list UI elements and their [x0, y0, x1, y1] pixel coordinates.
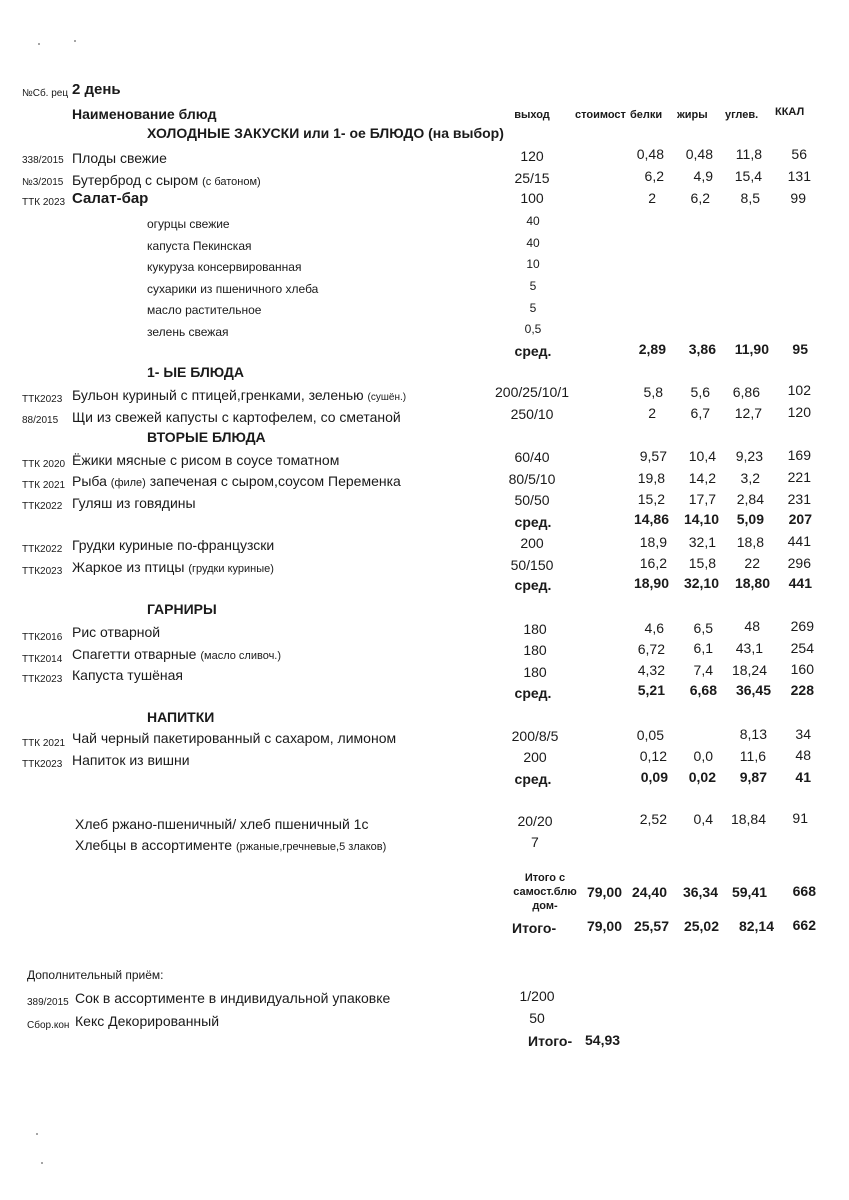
row-code: ТТК 2021	[22, 738, 66, 749]
dish-kcal: 131	[787, 168, 811, 184]
salad-item-output: 5	[529, 301, 537, 315]
dish-output: 25/15	[514, 170, 550, 186]
dish-protein: 0,12	[639, 748, 667, 764]
avg-carbs: 18,80	[734, 575, 770, 591]
avg-label: сред.	[514, 771, 552, 787]
total-carbs: 82,14	[738, 918, 774, 934]
avg-protein: 14,86	[633, 511, 669, 527]
avg-protein: 2,89	[638, 341, 666, 357]
salad-item-output: 10	[526, 257, 540, 271]
dish-kcal: 231	[787, 491, 811, 507]
salad-item-output: 5	[529, 279, 537, 293]
dish-kcal: 160	[790, 661, 814, 677]
salad-item: капуста Пекинская	[147, 239, 252, 253]
dish-protein: 0,48	[636, 146, 664, 162]
total-carbs: 59,41	[731, 884, 767, 900]
avg-protein: 0,09	[640, 769, 668, 785]
dish-output: 180	[523, 621, 547, 637]
dish-fat: 15,8	[688, 555, 716, 571]
row-code: ТТК2023	[22, 566, 63, 577]
avg-carbs: 11,90	[734, 341, 769, 357]
avg-protein: 5,21	[637, 682, 665, 698]
dish-carbs: 48	[744, 618, 760, 634]
row-code: №3/2015	[22, 177, 64, 188]
extra-title: Дополнительный приём:	[27, 968, 164, 982]
dish-protein: 0,05	[636, 727, 664, 743]
dish-protein: 2	[648, 190, 656, 206]
dish-name: Сок в ассортименте в индивидуальной упаковке	[75, 990, 391, 1006]
dish-note: (филе)	[110, 477, 146, 489]
dish-name-text: запеченая с сыром,соусом Переменка	[149, 473, 401, 489]
dish-output: 50/150	[510, 557, 554, 573]
dish-protein: 6,2	[644, 168, 664, 184]
dish-output: 50/50	[514, 492, 550, 508]
salad-item: кукуруза консервированная	[147, 260, 302, 274]
dish-note: (масло сливоч.)	[200, 650, 282, 662]
dish-carbs: 18,24	[731, 662, 767, 678]
dish-output: 250/10	[510, 406, 554, 422]
dish-kcal: 221	[787, 469, 811, 485]
dish-note: (сушён.)	[367, 392, 407, 403]
dish-fat: 10,4	[688, 448, 716, 464]
row-code: ТТК 2021	[22, 480, 66, 491]
row-code: ТТК2023	[22, 674, 63, 685]
day-title: 2 день	[72, 81, 121, 98]
avg-kcal: 441	[788, 575, 812, 591]
row-code: ТТК2016	[22, 632, 63, 643]
row-code: 338/2015	[22, 155, 64, 166]
label-line: Итого с	[524, 872, 566, 884]
dish-carbs: 3,2	[740, 470, 760, 486]
dish-kcal: 102	[787, 382, 811, 398]
dish-name: Кекс Декорированный	[75, 1013, 220, 1029]
section-second: ВТОРЫЕ БЛЮДА	[147, 429, 266, 445]
dish-fat: 6,5	[693, 620, 713, 636]
dish-name-text: Бутерброд с сыром	[72, 172, 199, 188]
dish-fat: 4,9	[693, 168, 713, 184]
dish-protein: 2,52	[639, 811, 667, 827]
row-code: ТТК 2020	[22, 459, 66, 470]
dish-kcal: 254	[790, 640, 814, 656]
dish-carbs: 15,4	[734, 168, 762, 184]
dish-name	[72, 387, 406, 406]
avg-label: сред.	[514, 343, 552, 359]
total-cost: 79,00	[586, 918, 622, 934]
row-code: ТТК2022	[22, 544, 63, 555]
avg-carbs: 9,87	[739, 769, 767, 785]
dish-output: 100	[520, 190, 544, 206]
dish-protein: 4,6	[644, 620, 664, 636]
dish-kcal: 56	[791, 146, 807, 162]
dish-carbs: 43,1	[735, 640, 763, 656]
salad-item-output: 0,5	[524, 322, 542, 336]
dish-name	[72, 559, 274, 577]
avg-carbs: 5,09	[736, 511, 764, 527]
total-fat: 25,02	[683, 918, 719, 934]
dish-carbs: 9,23	[735, 448, 763, 464]
dish-protein: 15,2	[637, 491, 665, 507]
section-cold: ХОЛОДНЫЕ ЗАКУСКИ или 1- ое БЛЮДО (на выбор)	[147, 125, 504, 141]
salad-item: зелень свежая	[147, 325, 229, 339]
col-kcal: ККАЛ	[775, 106, 805, 118]
recipe-code-header: №Сб. рец	[22, 88, 69, 99]
dish-name: Хлеб ржано-пшеничный/ хлеб пшеничный 1с	[75, 816, 369, 832]
dish-fat: 0,4	[693, 811, 713, 827]
dish-carbs: 8,13	[739, 726, 767, 742]
total-kcal: 668	[792, 883, 816, 899]
dish-output: 50	[529, 1010, 545, 1026]
extra-total-label: Итого-	[528, 1033, 573, 1049]
avg-kcal: 207	[788, 511, 812, 527]
dish-carbs: 18,8	[736, 534, 764, 550]
dish-name	[75, 837, 386, 855]
dish-output: 80/5/10	[508, 471, 556, 487]
dish-fat: 6,2	[690, 190, 710, 206]
col-name: Наименование блюд	[72, 106, 217, 122]
dish-fat: 17,7	[688, 491, 716, 507]
col-cost: стоимост	[575, 109, 626, 121]
dish-name: Плоды свежие	[72, 150, 167, 166]
dish-fat: 7,4	[693, 662, 713, 678]
dish-output: 1/200	[519, 988, 555, 1004]
row-code: ТТК2023	[22, 394, 63, 405]
dish-carbs: 2,84	[736, 491, 764, 507]
total-protein: 25,57	[633, 918, 669, 934]
dish-name: Рис отварной	[72, 624, 161, 640]
dish-output: 200	[520, 535, 544, 551]
col-fat: жиры	[677, 109, 708, 121]
dish-carbs: 18,84	[730, 811, 766, 827]
dish-name: Гуляш из говядины	[72, 495, 196, 511]
dish-kcal: 441	[787, 533, 811, 549]
dish-protein: 4,32	[637, 662, 665, 678]
total-protein: 24,40	[631, 884, 667, 900]
dish-name-text: Рыба	[72, 473, 107, 489]
scan-speck	[74, 40, 76, 42]
salad-item: масло растительное	[147, 303, 262, 317]
avg-label: сред.	[514, 514, 552, 530]
dish-output: 120	[520, 148, 544, 164]
dish-name-text: Спагетти отварные	[72, 646, 197, 662]
salad-item: огурцы свежие	[147, 217, 230, 231]
dish-protein: 2	[648, 405, 656, 421]
dish-kcal: 169	[787, 447, 811, 463]
dish-protein: 6,72	[637, 641, 665, 657]
dish-protein: 19,8	[637, 470, 665, 486]
label-line: дом-	[532, 900, 558, 912]
avg-protein: 18,90	[633, 575, 669, 591]
dish-protein: 16,2	[639, 555, 667, 571]
row-code: ТТК 2023	[22, 197, 66, 208]
dish-note: (ржаные,гречневые,5 злаков)	[235, 841, 387, 853]
col-carbs: углев.	[725, 109, 759, 121]
dish-name-text: Бульон куриный с птицей,гренками, зеленью	[72, 387, 364, 403]
avg-kcal: 228	[790, 682, 814, 698]
avg-kcal: 41	[795, 769, 811, 785]
dish-fat: 5,6	[690, 384, 710, 400]
dish-output: 200/25/10/1	[495, 384, 569, 400]
scan-speck	[41, 1162, 43, 1164]
dish-note: (с батоном)	[202, 176, 261, 188]
label-line: самост.блю	[513, 886, 577, 898]
col-output: выход	[514, 109, 550, 121]
total-kcal: 662	[792, 917, 816, 933]
dish-fat: 0,48	[685, 146, 713, 162]
dish-name: Ёжики мясные с рисом в соусе томатном	[72, 452, 340, 468]
dish-output: 60/40	[514, 449, 550, 465]
dish-name	[72, 172, 261, 190]
salad-item-output: 40	[526, 214, 540, 228]
dish-name-text: Хлебцы в ассортименте	[75, 837, 233, 853]
section-first: 1- ЫЕ БЛЮДА	[147, 364, 244, 380]
dish-fat: 32,1	[688, 534, 716, 550]
section-drinks: НАПИТКИ	[147, 709, 215, 725]
dish-name	[72, 473, 401, 491]
row-code: ТТК2022	[22, 501, 63, 512]
dish-kcal: 269	[790, 618, 814, 634]
dish-fat: 0,0	[693, 748, 713, 764]
row-code: ТТК2014	[22, 654, 63, 665]
dish-name: Грудки куриные по-французски	[72, 537, 275, 553]
salad-item-output: 40	[526, 236, 540, 250]
dish-name	[72, 646, 281, 664]
total-fat: 36,34	[682, 884, 718, 900]
dish-protein: 18,9	[639, 534, 667, 550]
dish-protein: 5,8	[643, 384, 663, 400]
dish-kcal: 99	[790, 190, 806, 206]
dish-kcal: 34	[795, 726, 811, 742]
row-code: 389/2015	[27, 997, 69, 1008]
avg-label: сред.	[514, 577, 552, 593]
dish-carbs: 6,86	[732, 384, 760, 400]
dish-carbs: 11,8	[735, 146, 762, 162]
dish-fat: 6,1	[693, 640, 713, 656]
row-code: 88/2015	[22, 415, 59, 426]
avg-fat: 3,86	[688, 341, 716, 357]
total-cost: 79,00	[586, 884, 622, 900]
dish-carbs: 8,5	[740, 190, 760, 206]
dish-fat: 14,2	[688, 470, 716, 486]
avg-fat: 6,68	[689, 682, 717, 698]
dish-name: Напиток из вишни	[72, 752, 190, 768]
scan-speck	[38, 43, 40, 45]
dish-output: 7	[531, 834, 539, 850]
dish-output: 200/8/5	[511, 728, 559, 744]
row-code: ТТК2023	[22, 759, 63, 770]
extra-total-cost: 54,93	[585, 1032, 621, 1048]
dish-carbs: 22	[744, 555, 760, 571]
dish-kcal: 120	[787, 404, 811, 420]
dish-name: Щи из свежей капусты с картофелем, со сметаной	[72, 409, 401, 425]
dish-name: Салат-бар	[72, 190, 149, 207]
avg-fat: 14,10	[683, 511, 719, 527]
scan-speck	[36, 1133, 38, 1135]
dish-name: Чай черный пакетированный с сахаром, лимоном	[72, 730, 397, 746]
dish-output: 200	[523, 749, 547, 765]
dish-protein: 9,57	[639, 448, 667, 464]
total-selfserve-label	[512, 871, 578, 913]
dish-name-text: Жаркое из птицы	[72, 559, 185, 575]
dish-output: 180	[523, 664, 547, 680]
dish-carbs: 12,7	[734, 405, 762, 421]
avg-fat: 0,02	[688, 769, 716, 785]
dish-output: 180	[523, 642, 547, 658]
dish-output: 20/20	[517, 813, 553, 829]
dish-fat: 6,7	[690, 405, 710, 421]
col-protein: белки	[630, 109, 663, 121]
dish-kcal: 296	[787, 555, 811, 571]
total-label: Итого-	[512, 920, 557, 936]
dish-note: (грудки куриные)	[188, 563, 274, 575]
avg-fat: 32,10	[683, 575, 719, 591]
section-garnish: ГАРНИРЫ	[147, 601, 217, 617]
row-code: Сбор.кон	[27, 1020, 70, 1031]
dish-name: Капуста тушёная	[72, 667, 183, 683]
dish-carbs: 11,6	[739, 748, 766, 764]
avg-label: сред.	[514, 685, 552, 701]
dish-kcal: 91	[792, 810, 808, 826]
dish-kcal: 48	[795, 747, 811, 763]
avg-carbs: 36,45	[735, 682, 771, 698]
salad-item: сухарики из пшеничного хлеба	[147, 282, 319, 296]
avg-kcal: 95	[792, 341, 808, 357]
